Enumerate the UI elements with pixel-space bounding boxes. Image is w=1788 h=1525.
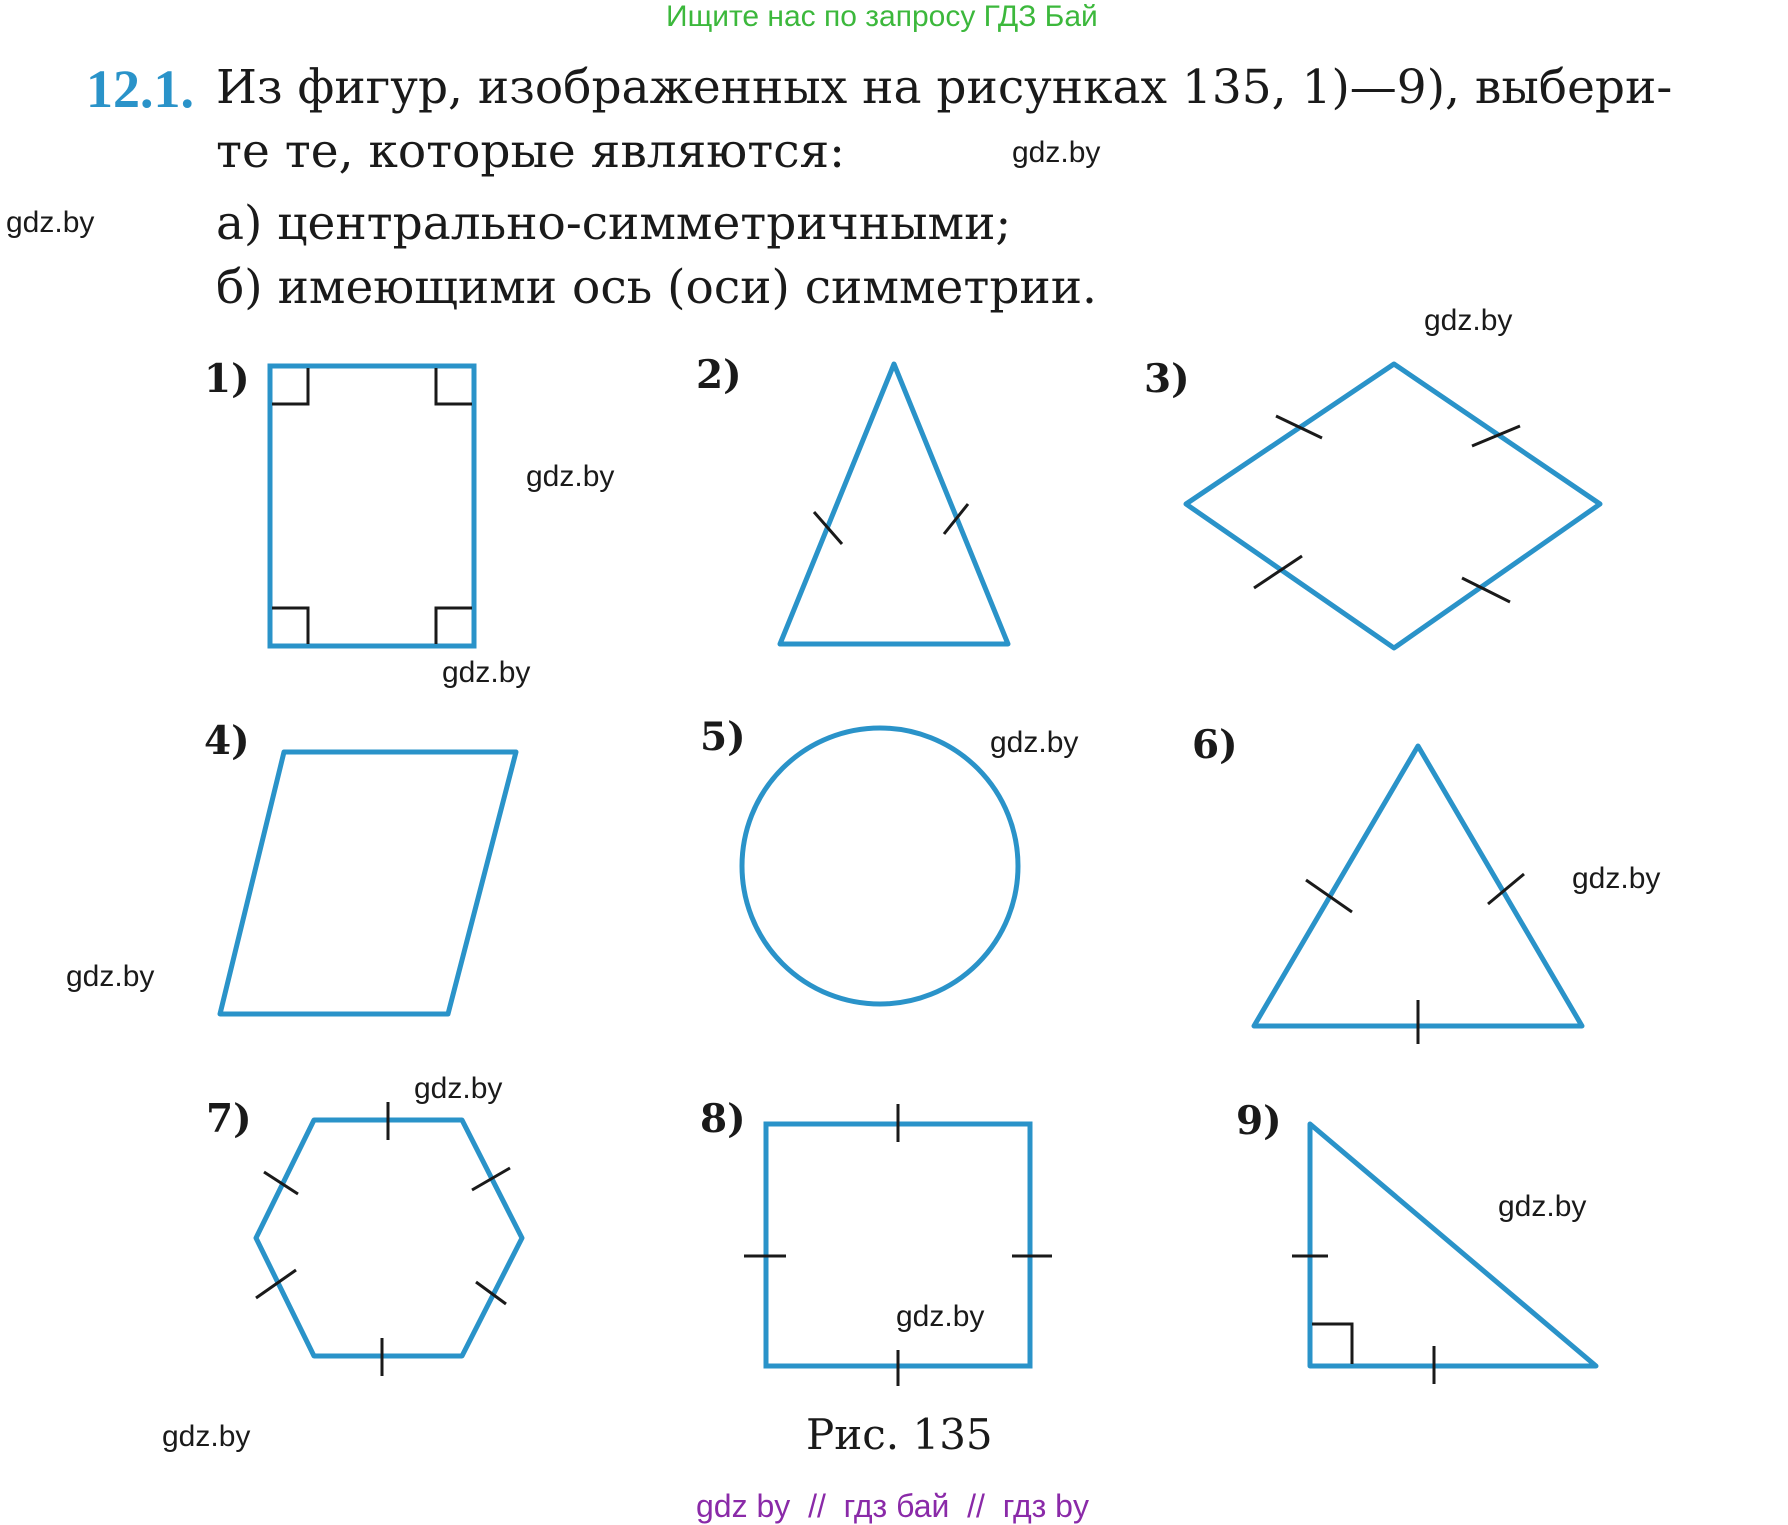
- tick-marks: [1306, 874, 1524, 1044]
- watermark: gdz.by: [896, 1300, 985, 1333]
- figure-label-8: 8): [700, 1096, 746, 1142]
- figure-label-1: 1): [204, 356, 250, 402]
- figure-label-4: 4): [204, 718, 250, 764]
- site-banner: Ищите нас по запросу ГДЗ Бай: [666, 0, 1098, 33]
- right-angle-marks: [272, 368, 472, 644]
- task-item-b: б) имеющими ось (оси) симметрии.: [216, 260, 1097, 315]
- figure-label-7: 7): [206, 1096, 252, 1142]
- footer-links: gdz by // гдз бай // гдз by: [696, 1488, 1089, 1524]
- task-item-a: а) центрально-симметричными;: [216, 196, 1012, 251]
- figure-2: [780, 364, 1008, 644]
- figure-1: [270, 366, 474, 646]
- figure-label-2: 2): [696, 352, 742, 398]
- figure-label-5: 5): [700, 714, 746, 760]
- figure-5: [742, 728, 1018, 1004]
- figure-label-3: 3): [1144, 356, 1190, 402]
- figure-8: [744, 1104, 1052, 1386]
- watermark: gdz.by: [526, 460, 615, 493]
- figure-4: [220, 752, 516, 1014]
- figure-3: [1186, 364, 1600, 648]
- figure-7: [256, 1102, 522, 1376]
- rectangle-icon: [270, 366, 474, 646]
- task-line-2: те те, которые являются:: [216, 124, 846, 179]
- watermark: gdz.by: [1572, 862, 1661, 895]
- square-icon: [766, 1124, 1030, 1366]
- watermark: gdz.by: [1012, 136, 1101, 169]
- figure-caption: Рис. 135: [806, 1410, 993, 1459]
- watermark: gdz.by: [1424, 304, 1513, 337]
- watermark: gdz.by: [162, 1420, 251, 1453]
- watermark: gdz.by: [66, 960, 155, 993]
- exercise-number: 12.1.: [86, 59, 194, 119]
- task-line-1: Из фигур, изображенных на рисунках 135, 1)—9), выбери-: [216, 60, 1673, 115]
- figure-label-9: 9): [1236, 1098, 1282, 1144]
- isosceles-triangle-icon: [780, 364, 1008, 644]
- hexagon-icon: [256, 1120, 522, 1356]
- watermark: gdz.by: [1498, 1190, 1587, 1223]
- tick-marks: [1254, 416, 1520, 602]
- rhombus-icon: [1186, 364, 1600, 648]
- figure-label-6: 6): [1192, 722, 1238, 768]
- figure-6: [1254, 746, 1582, 1044]
- equilateral-triangle-icon: [1254, 746, 1582, 1026]
- parallelogram-icon: [220, 752, 516, 1014]
- watermark: gdz.by: [414, 1072, 503, 1105]
- circle-icon: [742, 728, 1018, 1004]
- tick-marks: [744, 1104, 1052, 1386]
- watermark: gdz.by: [990, 726, 1079, 759]
- watermark: gdz.by: [442, 656, 531, 689]
- watermark: gdz.by: [6, 206, 95, 239]
- figure-9: [1292, 1124, 1596, 1384]
